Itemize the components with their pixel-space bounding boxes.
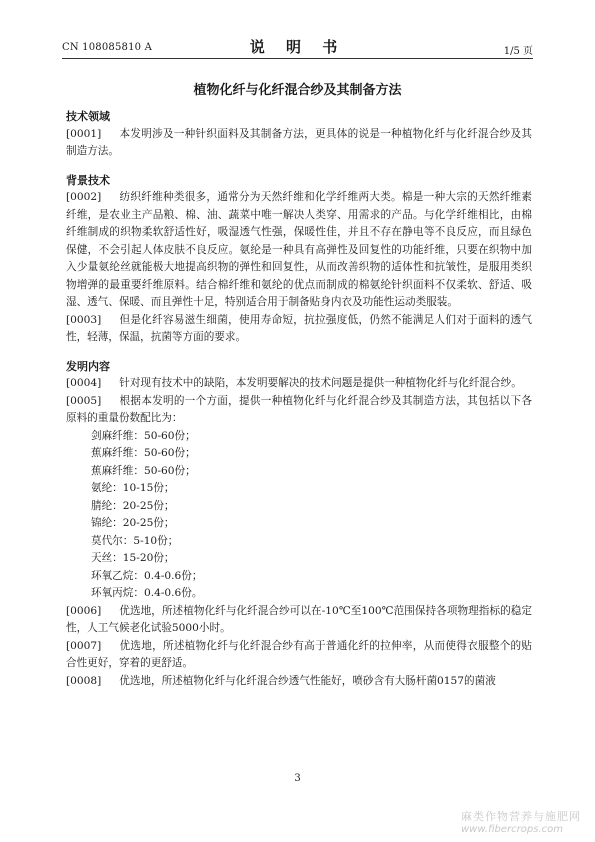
ingredient-item: 剑麻纤维：50-60份； [91,429,196,442]
header-title: 说 明 书 [249,38,346,56]
page-header [62,36,533,56]
paragraph-text: 优选地，所述植物化纤与化纤混合纱可以在-10℃至100℃范围保持各项物理指标的稳定性，人工气候老化试验5000小时。 [66,604,532,634]
section-heading-background: 背景技术 [66,173,110,187]
paragraph-0007 [66,638,532,673]
ingredient-item: 锦纶：20-25份； [91,517,175,529]
paragraph-0003 [66,312,532,347]
paragraph-0002 [66,189,532,312]
paragraph-number: [0003] [66,313,102,326]
paragraph-number: [0008] [66,674,102,687]
ingredient-item: 莫代尔：5-10份； [91,534,179,547]
ingredient-list [66,428,532,603]
ingredient-item: 蕉麻纤维：50-60份； [91,447,196,459]
paragraph-text: 针对现有技术中的缺陷，本发明要解决的技术问题是提供一种植物化纤与化纤混合纱。 [119,377,522,389]
paragraph-number: [0001] [66,127,102,140]
header-divider [62,58,533,59]
page-count: 1/5 页 [503,46,533,57]
section-heading-invention: 发明内容 [66,359,110,373]
paragraph-0004 [66,375,532,393]
paragraph-text: 纺织纤维种类很多，通常分为天然纤维和化学纤维两大类。棉是一种大宗的天然纤维素纤维，是农业主产品粮、棉、油、蔬菜中唯一解决人类穿、用需求的产品。与化学纤维相比，由棉纤维制成的织物柔软舒适性好，吸湿透气性强，保暖性佳，并且不存在静电等不良反应，而且绿色保健，不会引起人体皮肤不良反应。氨纶是一种具有高弹性及回复性的功能纤维，只要在织物中加入少量氨纶丝就能极大地提高织物的弹性和回复性，从而改善织物的适体性和抗皱性，是服用类织物增弹的最重要纤维原料。结合棉纤维和氨纶的优点而制成的棉氨纶针织面料不仅柔软、舒适、吸湿、透气、保暖、而且弹性十足，特别适合用于制备贴身内衣及功能性运动类服装。 [66,191,532,308]
watermark [461,810,581,836]
page-number: 3 [294,773,301,784]
ingredient-item: 腈纶：20-25份； [91,499,175,512]
paragraph-number: [0007] [66,639,102,652]
paragraph-text: 优选地，所述植物化纤与化纤混合纱有高于普通化纤的拉伸率，从而使得衣服整个的贴合性更好，穿着的更舒适。 [66,639,532,669]
paragraph-text: 根据本发明的一个方面，提供一种植物化纤与化纤混合纱及其制造方法，其包括以下各原料的重量份数配比为： [66,394,532,424]
ingredient-item: 蕉麻纤维：50-60份； [91,464,196,477]
paragraph-0006 [66,603,532,638]
paragraph-number: [0002] [66,191,102,203]
paragraph-0001 [66,126,532,161]
paragraph-text: 优选地，所述植物化纤与化纤混合纱透气性能好，喷砂含有大肠杆菌0157的菌液 [119,674,496,687]
paragraph-text: 本发明涉及一种针织面料及其制备方法，更具体的说是一种植物化纤与化纤混合纱及其制造方法。 [66,127,532,157]
document-title: 植物化纤与化纤混合纱及其制备方法 [193,83,402,98]
section-heading-tech-field: 技术领域 [66,110,110,123]
watermark-site-name: 麻类作物营养与施肥网 [461,810,581,823]
document-body [66,108,532,690]
paragraph-0008 [66,673,532,691]
ingredient-item: 天丝：15-20份； [91,552,175,564]
watermark-url: www.fibercrops.com [461,824,563,835]
patent-number: CN 108085810 A [62,42,153,53]
paragraph-number: [0005] [66,394,102,407]
ingredient-item: 氨纶：10-15份； [91,482,175,494]
paragraph-number: [0004] [66,377,102,389]
ingredient-item: 环氧乙烷：0.4-0.6份； [91,569,203,582]
ingredient-item: 环氧丙烷：0.4-0.6份。 [91,587,203,599]
paragraph-number: [0006] [66,604,102,617]
paragraph-text: 但是化纤容易滋生细菌，使用寿命短，抗拉强度低，仍然不能满足人们对于面料的透气性，轻薄，保温，抗菌等方面的要求。 [66,313,532,343]
paragraph-0005 [66,393,532,428]
